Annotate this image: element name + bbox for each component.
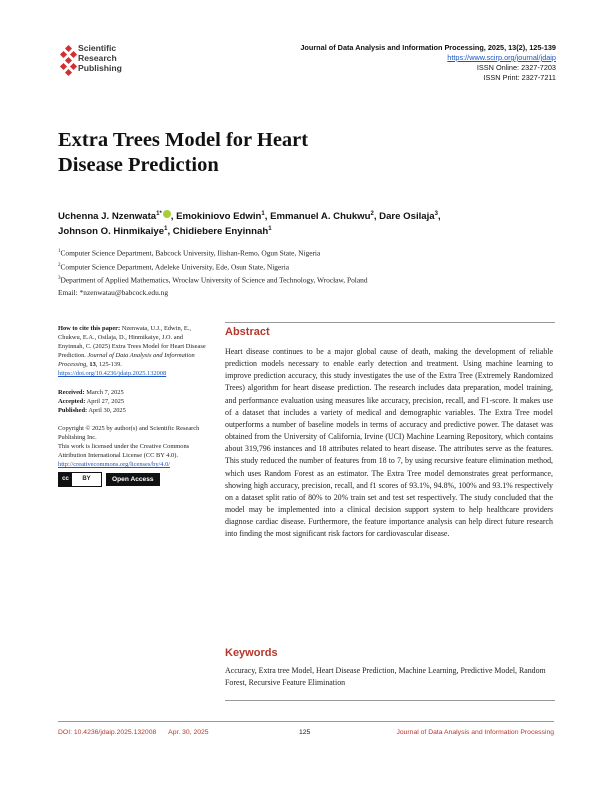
page-number: 125 [299, 729, 311, 736]
keywords-bottom-rule [225, 700, 555, 701]
keywords-heading: Keywords [225, 647, 278, 659]
keywords-text: Accuracy, Extra tree Model, Heart Disease Prediction, Machine Learning, Predictive Model, Random Forest, Recursive Feature Elimination [225, 666, 546, 688]
journal-citation: Journal of Data Analysis and Information Processing, 2025, 13(2), 125-139 [300, 43, 556, 52]
open-access-badge: Open Access [106, 473, 160, 486]
doi-link[interactable]: https://doi.org/10.4236/jdaip.2025.132008 [58, 370, 167, 378]
paper-title: Extra Trees Model for Heart Disease Prediction [58, 129, 309, 176]
issn-online: ISSN Online: 2327-7203 [476, 63, 556, 72]
footer-doi: DOI: 10.4236/jdaip.2025.132008 [58, 729, 157, 736]
publisher-logo-icon [58, 44, 78, 84]
dates-block: Received: March 7, 2025 Accepted: April 27, 2025 Published: April 30, 2025 [58, 388, 126, 414]
footer-date: Apr. 30, 2025 [168, 729, 209, 736]
abstract-heading: Abstract [225, 326, 270, 338]
license-block: Copyright © 2025 by author(s) and Scientific Research Publishing Inc. This work is licensed under the Creative Commons Attribution International License (CC BY 4.0). http://creativecommons.org/licenses/by/4.0/ cc BY Open Access [58, 424, 210, 487]
issn-print: ISSN Print: 2327-7211 [483, 73, 556, 82]
abstract-text: Heart disease continues to be a major global cause of death, making the development of reliable prediction models necessary to enable early detection and treatment. Using machine learning to improve prediction accuracy, this study investigates the use of the Extra Tree (Extremely Randomized Trees) algorithm for heart disease prediction. The research includes data preparation, model training, and performance evaluation using measures like accuracy, precision, recall, and F1-score. It makes use of a dataset that includes a variety of medical and demographic variables. The Extra Tree model outperforms a number of baseline models in terms of accuracy and predictive power. The dataset was obtained from the University of California, Irvine (UCI) Machine Learning Repository, which contains about 319,796 instances and 18 attributes related to heart disease. The attributes serve as the features. This study reduced the number of features from 18 to 7, by using recursive feature elimination method, which uses Random Forest as an estimator. The Extra Tree model demonstrates great performance, showing high accuracy, precision, recall, and f1 scores of 93.1%, 94.8%, 100% and 93.1% respectively on a dataset split ratio of 80% to 20% train set and test set respectively. The study concluded that the model may be implemented into a clinical decision support system to help healthcare providers diagnose cardiac disease. Furthermore, the feature importance analysis can help direct future research into finding the most significant risk factors for cardiovascular disease. [225, 347, 553, 539]
cc-by-badge[interactable]: cc BY [58, 472, 102, 487]
footer-journal: Journal of Data Analysis and Information Processing [396, 729, 554, 736]
abstract-top-rule [225, 322, 555, 323]
affiliation-1: $^1$Computer Science Department, Babcock University, Ilishan-Remo, Ogun State, Nigeria [58, 248, 321, 258]
publisher-name: Scientific Research Publishing [78, 43, 122, 73]
citation-block: How to cite this paper: Nzenwata, U.J., Edwin, E., Chukwu, E.A., Osilaja, D., Hinmikaiye, J.O. and Enyinnah, C. (2025) Extra Trees Model for Heart Disease Prediction. Journal of Data Analysis and Information Processing, 13, 125-139. https://doi.org/10.4236/jdaip.2025.132008 [58, 325, 206, 378]
orcid-icon[interactable] [163, 210, 171, 218]
license-link[interactable]: http://creativecommons.org/licenses/by/4.0/ [58, 461, 171, 469]
affiliations [58, 246, 558, 299]
cc-icon: cc [59, 473, 72, 486]
affiliation-3: $^3$Department of Applied Mathematics, Wrocław University of Science and Technology, Wrocław, Poland [58, 275, 368, 285]
affiliation-2: $^2$Computer Science Department, Adeleke University, Ede, Osun State, Nigeria [58, 262, 290, 272]
sidebar-metadata [58, 324, 210, 487]
page-footer [58, 729, 554, 736]
journal-header [300, 43, 556, 83]
author-list: Uchenna J. Nzenwata$^{1*}$ , Emokiniovo Edwin$^1$, Emmanuel A. Chukwu$^2$, Dare Osilaja$^3$, Johnson O. Hinmikaiye$^1$, Chidiebere Enyinnah$^1$ [58, 211, 441, 238]
footer-rule [58, 721, 554, 722]
email: Email: *nzenwatau@babcock.edu.ng [58, 287, 169, 297]
journal-url-link[interactable]: https://www.scirp.org/journal/jdaip [447, 53, 556, 62]
